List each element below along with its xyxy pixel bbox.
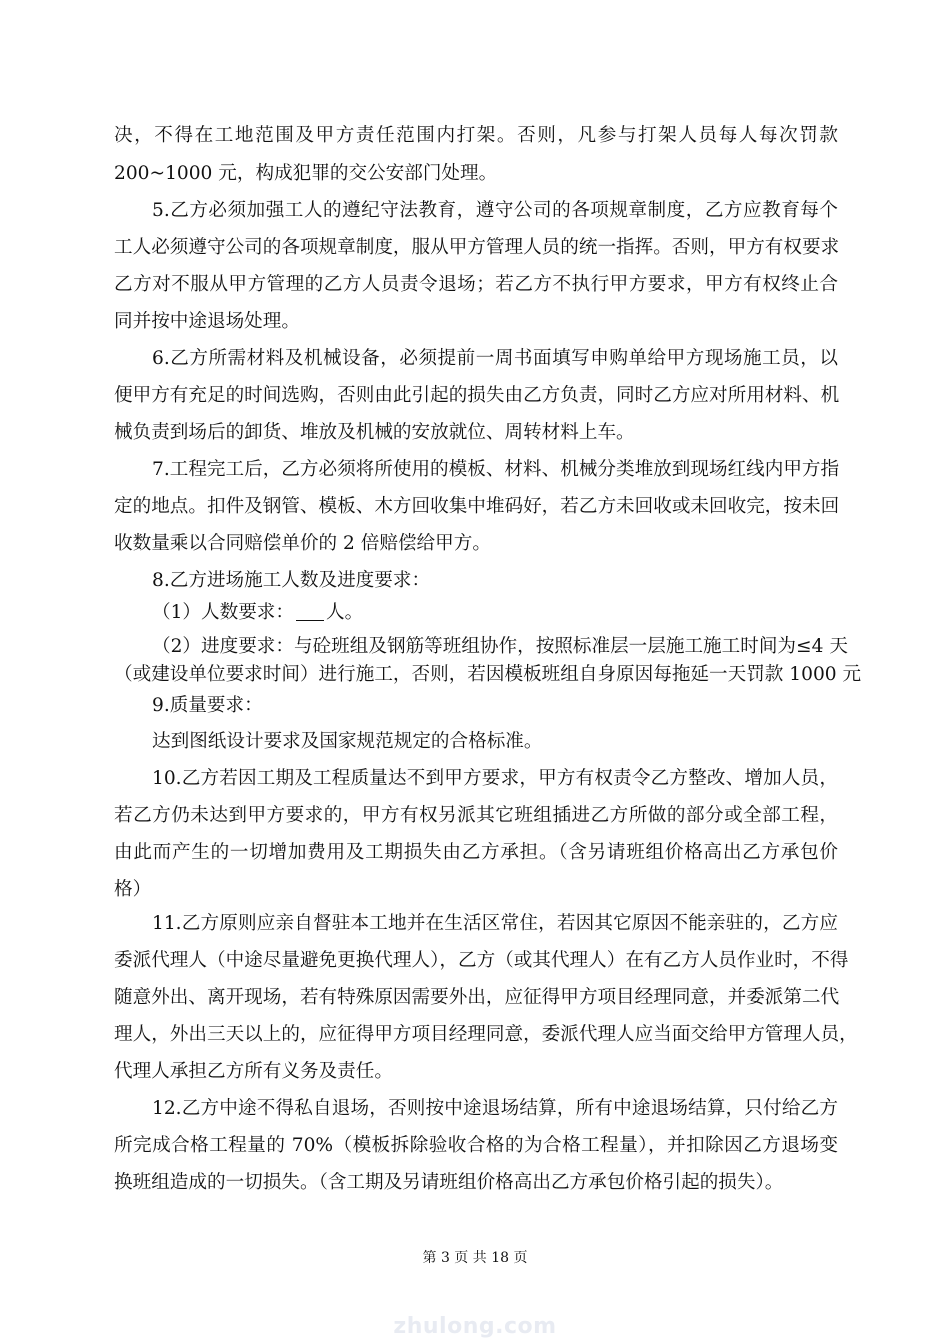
text-line: （或建设单位要求时间）进行施工，否则，若因模板班组自身原因每拖延一天罚款 1000 元 (114, 664, 862, 685)
headcount-requirement (152, 600, 838, 626)
text-line: 械负责到场后的卸货、堆放及机械的安放就位、周转材料上车。 (114, 422, 635, 443)
text-line: 随意外出、离开现场，若有特殊原因需要外出，应征得甲方项目经理同意，并委派第二代 (114, 987, 840, 1008)
headcount-blank (296, 602, 324, 621)
text-line: 工人必须遵守公司的各项规章制度，服从甲方管理人员的统一指挥。否则，甲方有权要求 (114, 237, 840, 258)
text-line: 代理人承担乙方所有义务及责任。 (114, 1061, 393, 1082)
clause-11-line: 11.乙方原则应亲自督驻本工地并在生活区常住，若因其它原因不能亲驻的，乙方应 (152, 913, 838, 934)
quality-standard-line: 达到图纸设计要求及国家规范规定的合格标准。 (152, 731, 543, 752)
text-line: 决，不得在工地范围及甲方责任范围内打架。否则，凡参与打架人员每人每次罚款 (114, 125, 838, 146)
text-line: 理人，外出三天以上的，应征得甲方项目经理同意，委派代理人应当面交给甲方管理人员， (114, 1024, 858, 1045)
headcount-label: （1）人数要求： (152, 602, 294, 623)
text-line: 若乙方仍未达到甲方要求的，甲方有权另派其它班组插进乙方所做的部分或全部工程， (114, 805, 838, 826)
text-line: 换班组造成的一切损失。（含工期及另请班组价格高出乙方承包价格引起的损失）。 (114, 1172, 784, 1193)
clause-6-line: 6.乙方所需材料及机械设备，必须提前一周书面填写申购单给甲方现场施工员，以 (152, 348, 838, 369)
text-line: 同并按中途退场处理。 (114, 311, 300, 332)
text-line: 便甲方有充足的时间选购，否则由此引起的损失由乙方负责，同时乙方应对所用材料、机 (114, 385, 840, 406)
text-line: 格） (114, 879, 152, 900)
text-line: 所完成合格工程量的 70%（模板拆除验收合格的为合格工程量），并扣除因乙方退场变 (114, 1135, 838, 1156)
page-number-footer: 第 3 页 共 18 页 (422, 1250, 528, 1266)
headcount-unit: 人。 (326, 602, 364, 623)
text-line: 由此而产生的一切增加费用及工期损失由乙方承担。（含另请班组价格高出乙方承包价 (114, 842, 838, 863)
text-line: 委派代理人（中途尽量避免更换代理人），乙方（或其代理人）在有乙方人员作业时，不得 (114, 950, 849, 971)
progress-requirement-line: （2）进度要求：与砼班组及钢筋等班组协作，按照标准层一层施工施工时间为≤4 天 (152, 636, 848, 657)
clause-12-line: 12.乙方中途不得私自退场，否则按中途退场结算，所有中途退场结算，只付给乙方 (152, 1098, 838, 1119)
clause-10-line: 10.乙方若因工期及工程质量达不到甲方要求，甲方有权责令乙方整改、增加人员， (152, 768, 838, 789)
text-line: 乙方对不服从甲方管理的乙方人员责令退场；若乙方不执行甲方要求，甲方有权终止合 (114, 274, 838, 295)
text-line: 定的地点。扣件及钢管、模板、木方回收集中堆码好，若乙方未回收或未回收完，按未回 (114, 496, 840, 517)
clause-9-line: 9.质量要求： (152, 695, 263, 716)
text-line: 收数量乘以合同赔偿单价的 2 倍赔偿给甲方。 (114, 533, 491, 554)
clause-8-line: 8.乙方进场施工人数及进度要求： (152, 570, 431, 591)
text-line: 200~1000 元，构成犯罪的交公安部门处理。 (114, 163, 498, 184)
clause-7-line: 7.工程完工后，乙方必须将所使用的模板、材料、机械分类堆放到现场红线内甲方指 (152, 459, 840, 480)
site-watermark: zhulong.com (393, 1314, 557, 1339)
clause-5-line: 5.乙方必须加强工人的遵纪守法教育，遵守公司的各项规章制度，乙方应教育每个 (152, 200, 838, 221)
